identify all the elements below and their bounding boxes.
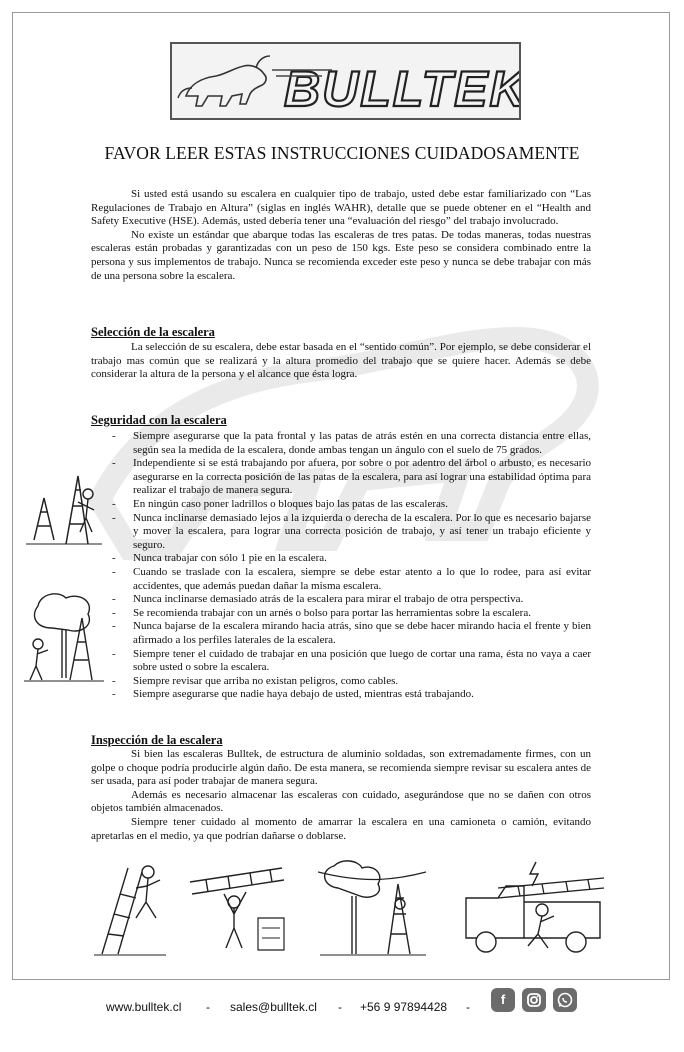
footer-separator: -	[466, 1000, 470, 1014]
list-item: - Nunca trabajar con sólo 1 pie en la escalera.	[112, 552, 591, 566]
section-heading-seguridad: Seguridad con la escalera	[91, 413, 227, 427]
list-item: - Siempre revisar que arriba no existan peligros, como cables.	[112, 675, 591, 689]
footer-email-link[interactable]: sales@bulltek.cl	[230, 1000, 317, 1014]
list-item: - Siempre tener el cuidado de trabajar en una posición que luego de cortar una rama, ésta no vaya a caer sobre usted o sobre la escalera.	[112, 648, 591, 675]
list-item: - Independiente si se está trabajando por afuera, por sobre o por adentro del árbol o arbusto, es necesario asegurarse en la correcta posición de las patas de la escalera, para así lograr una estabilidad óptima para realizar el trabajo de manera segura.	[112, 457, 591, 498]
overhead-cables-illustration	[318, 858, 428, 958]
inspeccion-paragraph: Si bien las escaleras Bulltek, de estructura de aluminio soldadas, son extremadamente firmes, con un golpe o choque podría producirle algún daño. De esta manera, se recomienda siempre revisar su escalera antes de ser usada, para así poder trabajar de manera segura.	[91, 748, 591, 788]
inspeccion-text	[91, 748, 591, 843]
seguridad-list	[112, 430, 591, 702]
list-item: - Nunca inclinarse demasiado atrás de la escalera para mirar el trabajo de otra perspectiva.	[112, 593, 591, 607]
inspeccion-paragraph: Además es necesario almacenar las escaleras con cuidado, asegurándose que no se dañen con otros objetos también almacenados.	[91, 788, 591, 815]
seleccion-text	[91, 341, 591, 382]
svg-text:BULLTEK: BULLTEK	[284, 61, 519, 117]
bulltek-logo	[170, 42, 521, 120]
list-item: - Se recomienda trabajar con un arnés o bolso para portar las herramientas sobre la escalera.	[112, 607, 591, 621]
list-item: - En ningún caso poner ladrillos o bloques bajo las patas de las escaleras.	[112, 498, 591, 512]
truck-ladder-illustration	[458, 858, 608, 958]
intro-section	[91, 188, 591, 283]
footer-website-link[interactable]: www.bulltek.cl	[106, 1000, 182, 1014]
list-item: - Siempre asegurarse que la pata frontal y las patas de atrás estén en una correcta distancia entre ellas, según sea la medida de la escalera, donde ambas tengan un ángulo con el suelo de 75 grados.	[112, 430, 591, 457]
section-heading-inspeccion: Inspección de la escalera	[91, 733, 223, 747]
footer-phone: +56 9 97894428	[360, 1000, 448, 1014]
footer-separator: -	[206, 1000, 210, 1014]
instagram-icon[interactable]	[522, 988, 546, 1012]
ladder-worker-illustration	[22, 468, 104, 548]
footer-separator: -	[338, 1000, 342, 1014]
facebook-icon[interactable]: f	[491, 988, 515, 1012]
carrying-ladder-illustration	[188, 858, 288, 952]
falling-ladder-illustration	[92, 858, 168, 958]
whatsapp-icon[interactable]	[553, 988, 577, 1012]
list-item: - Cuando se traslade con la escalera, siempre se debe estar atento a lo que lo rodee, para así evitar accidentes, que además puedan dañar la misma escalera.	[112, 566, 591, 593]
list-item: - Nunca bajarse de la escalera mirando hacia atrás, sino que se debe hacer mirando hacia el frente y bien afirmado a los perfiles laterales de la escalera.	[112, 620, 591, 647]
section-heading-seleccion: Selección de la escalera	[91, 325, 215, 339]
page-title: FAVOR LEER ESTAS INSTRUCCIONES CUIDADOSAMENTE	[104, 143, 580, 163]
list-item: - Nunca inclinarse demasiado lejos a la izquierda o derecha de la escalera. Por lo que es necesario bajarse y mover la escalera, para lograr una correcta posición de trabajo, y así tener un trabajo eficiente y seguro.	[112, 512, 591, 553]
bull-logo-icon	[172, 44, 519, 118]
list-item: - Siempre asegurarse que nadie haya debajo de usted, mientras está trabajando.	[112, 688, 591, 702]
tree-ladder-illustration	[22, 588, 106, 684]
intro-paragraph: Si usted está usando su escalera en cualquier tipo de trabajo, usted debe estar familiarizado con “Las Regulaciones de Trabajo en Altura” (siglas en inglés WAHR), detalle que se puede obtener en el “Health and Safety Executive (HSE). Además, usted debería tener una “evaluación del riesgo” del trabajo involucrado.	[91, 188, 591, 228]
intro-paragraph: No existe un estándar que abarque todas las escaleras de tres patas. De todas maneras, todas nuestras escaleras están probadas y garantizadas con un peso de 150 kgs. Este peso se considera combinado entre la persona y sus implementos de trabajo. Nunca se recomienda exceder este peso y nunca se debe trabajar con más de una persona sobre la escalera.	[91, 228, 591, 282]
inspeccion-paragraph: Siempre tener cuidado al momento de amarrar la escalera en una camioneta o camión, evitando apretarlas en el medio, ya que podrían dañarse o doblarse.	[91, 815, 591, 842]
seleccion-paragraph: La selección de su escalera, debe estar basada en el “sentido común”. Por ejemplo, se debe considerar el trabajo mas común que se realizará y la altura promedio del trabajo que se quiere hacer. Además se debe considerar la altura de la persona y el alcance que ésta logra.	[91, 341, 591, 381]
